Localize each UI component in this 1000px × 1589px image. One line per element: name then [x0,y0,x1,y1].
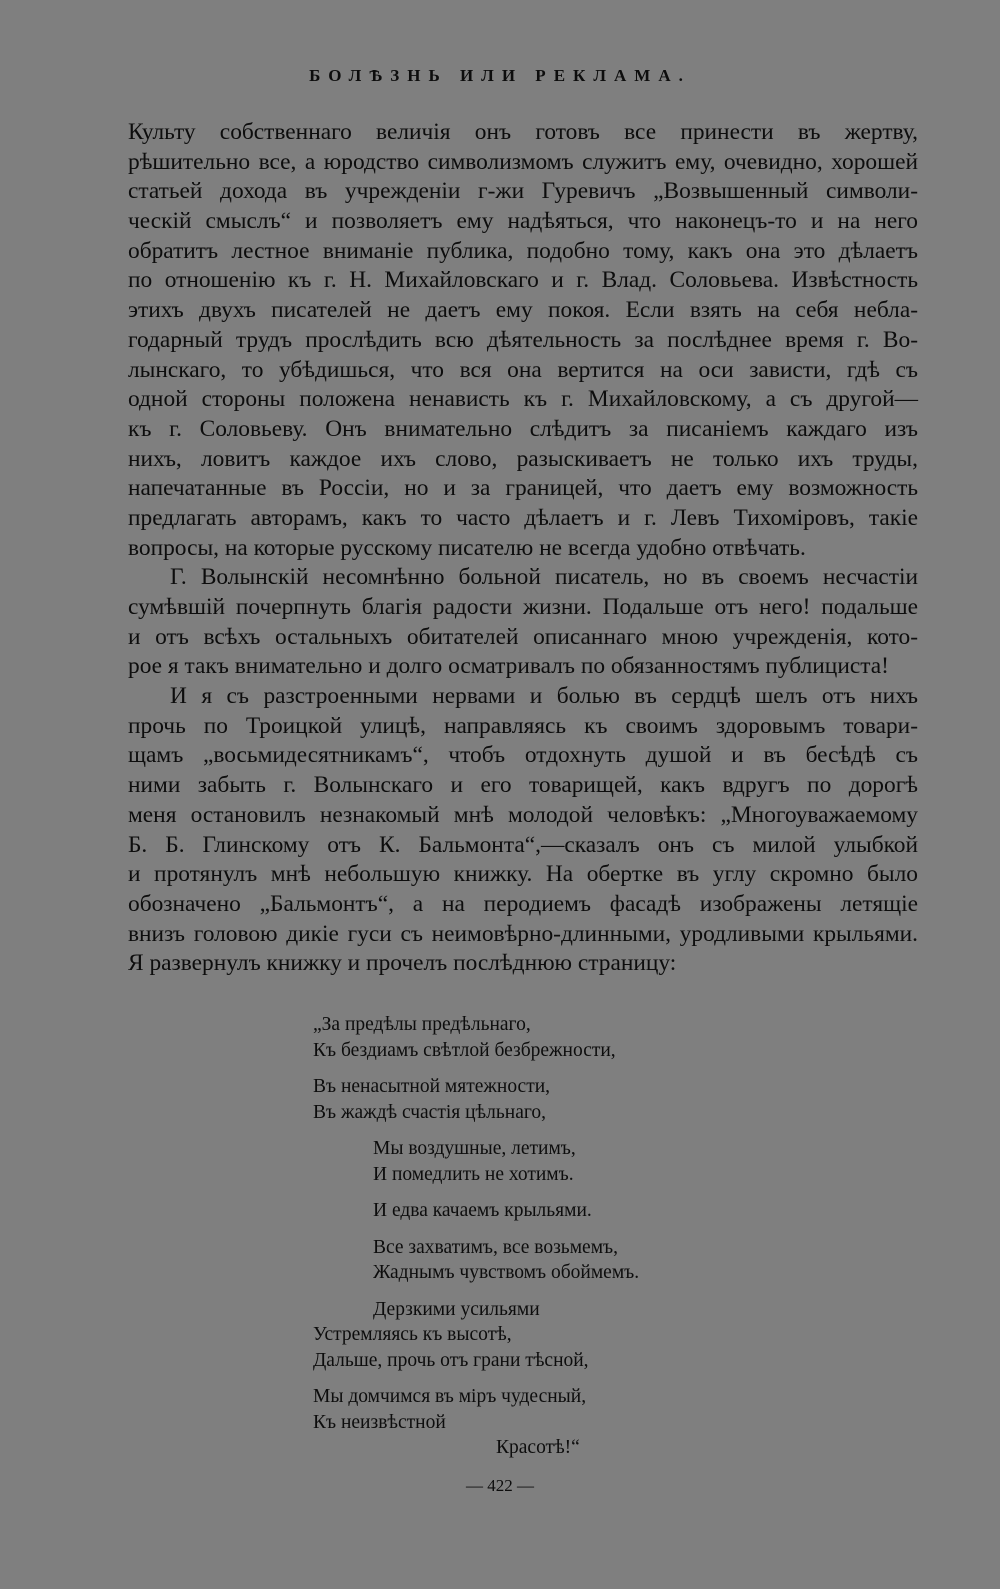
text-line: рѣшительно все, а юродство символизмомъ служитъ ему, очевидно, хорошей [128,148,918,175]
poem-stanza [313,1235,639,1286]
poem-line: Къ бездиамъ свѣтлой безбрежности, [313,1039,616,1061]
poem-line: Жаднымъ чувствомъ обоймемъ. [373,1262,640,1283]
poem-line: И едва качаемъ крыльями. [373,1200,592,1221]
text-line: Б. Б. Глинскому отъ К. Бальмонта“,—сказалъ онъ съ милой улыбкой [128,831,918,858]
text-line: къ г. Соловьеву. Онъ внимательно слѣдитъ за писаніемъ каждаго изъ [128,415,918,442]
text-line: Г. Волынскій несомнѣнно больной писатель, но въ своемъ несчастіи [170,564,918,591]
text-line: внизъ головою дикіе гуси съ неимовѣрно-длинными, уродливыми крыльями. [128,920,918,947]
text-line: нихъ, ловитъ каждое ихъ слово, разыскиваетъ не только ихъ труды, [128,445,918,472]
poem-line: „За предѣлы предѣльнаго, [313,1014,531,1035]
poem-line: Устремляясь къ высотѣ, [313,1324,512,1345]
poem-line: Въ ненасытной мятежности, [313,1076,551,1097]
poem-stanza [313,1012,639,1063]
text-line: щамъ „восьмидесятникамъ“, чтобъ отдохнуть душой и въ бесѣдѣ съ [128,742,918,769]
poem-stanza [313,1384,639,1461]
text-line: по отношенію къ г. Н. Михайловскаго и г. Влад. Соловьева. Извѣстность [128,267,918,294]
text-line: меня остановилъ незнакомый мнѣ молодой человѣкъ: „Многоуважаемому [128,801,918,828]
poem-line: Дальше, прочь отъ грани тѣсной, [313,1349,589,1371]
poem-line: Мы домчимся въ міръ чудесный, [313,1386,587,1407]
page-number: — 422 — [466,1476,534,1495]
poem-stanza [313,1136,639,1187]
text-line: одной стороны положена ненависть къ г. Михайловскому, а съ другой— [128,386,918,413]
text-line: обозначено „Бальмонтъ“, а на перодиемъ фасадѣ изображены летящіе [128,890,918,917]
poem-line: Мы воздушные, летимъ, [373,1138,576,1159]
text-line: статьей дохода въ учрежденіи г-жи Гуревичъ „Возвышенный символи- [128,178,918,205]
poem-line: Дерзкими усильями [373,1298,540,1320]
poem-stanza [313,1198,639,1224]
text-line: этихъ двухъ писателей не даетъ ему покоя. Если взять на себя небла- [128,297,918,324]
text-line: и отъ всѣхъ остальныхъ обитателей описаннаго мною учрежденія, кото- [128,623,918,650]
text-line: Я развернулъ книжку и прочелъ послѣднюю страницу: [128,950,677,977]
text-line: вопросы, на которые русскому писателю не всегда удобно отвѣчать. [128,534,806,561]
text-line: рое я такъ внимательно и долго осматривалъ по обязанностямъ публициста! [128,653,889,680]
poem-line: Въ жаждѣ счастія цѣльнаго, [313,1101,546,1123]
running-head: БОЛѢЗНЬ ИЛИ РЕКЛАМА. [309,66,691,85]
text-line: сумѣвшій почерпнуть благія радости жизни. Подальше отъ него! подальше [128,594,918,620]
poem-line: Все захватимъ, все возьмемъ, [373,1236,618,1258]
text-line: и протянулъ мнѣ небольшую книжку. На обертке въ углу скромно было [128,861,918,888]
text-line: ческій смыслъ“ и позволяетъ ему надѣяться, что наконецъ-то и на него [128,208,918,235]
text-line: Культу собственнаго величія онъ готовъ все принести въ жертву, [128,119,918,145]
text-line: лынскаго, то убѣдишься, что вся она вертится на оси зависти, гдѣ съ [128,356,918,383]
text-line: И я съ разстроенными нервами и болью въ сердцѣ шелъ отъ нихъ [170,683,918,710]
text-line: ними забыть г. Волынскаго и его товарищей, какъ вдругъ по дорогѣ [128,772,918,799]
paragraph [128,682,918,979]
text-line: годарный трудъ прослѣдить всю дѣятельность за послѣднее время г. Во- [128,326,918,353]
poem-line: Къ неизвѣстной [313,1411,446,1433]
body-text [128,118,918,979]
poem-stanza [313,1297,639,1374]
paragraph [128,118,918,563]
poem-line: Красотѣ!“ [496,1437,580,1458]
poem [313,1012,639,1472]
poem-line: И помедлить не хотимъ. [373,1163,574,1185]
text-line: напечатанные въ Россіи, но и за границей, что даетъ ему возможность [128,475,918,502]
paragraph [128,563,918,682]
text-line: обратитъ лестное вниманіе публика, подобно тому, какъ она это дѣлаетъ [128,237,918,264]
text-line: предлагать авторамъ, какъ то часто дѣлаетъ и г. Левъ Тихоміровъ, такіе [128,504,918,531]
poem-stanza [313,1074,639,1125]
text-line: прочь по Троицкой улицѣ, направляясь къ своимъ здоровымъ товари- [128,712,918,739]
